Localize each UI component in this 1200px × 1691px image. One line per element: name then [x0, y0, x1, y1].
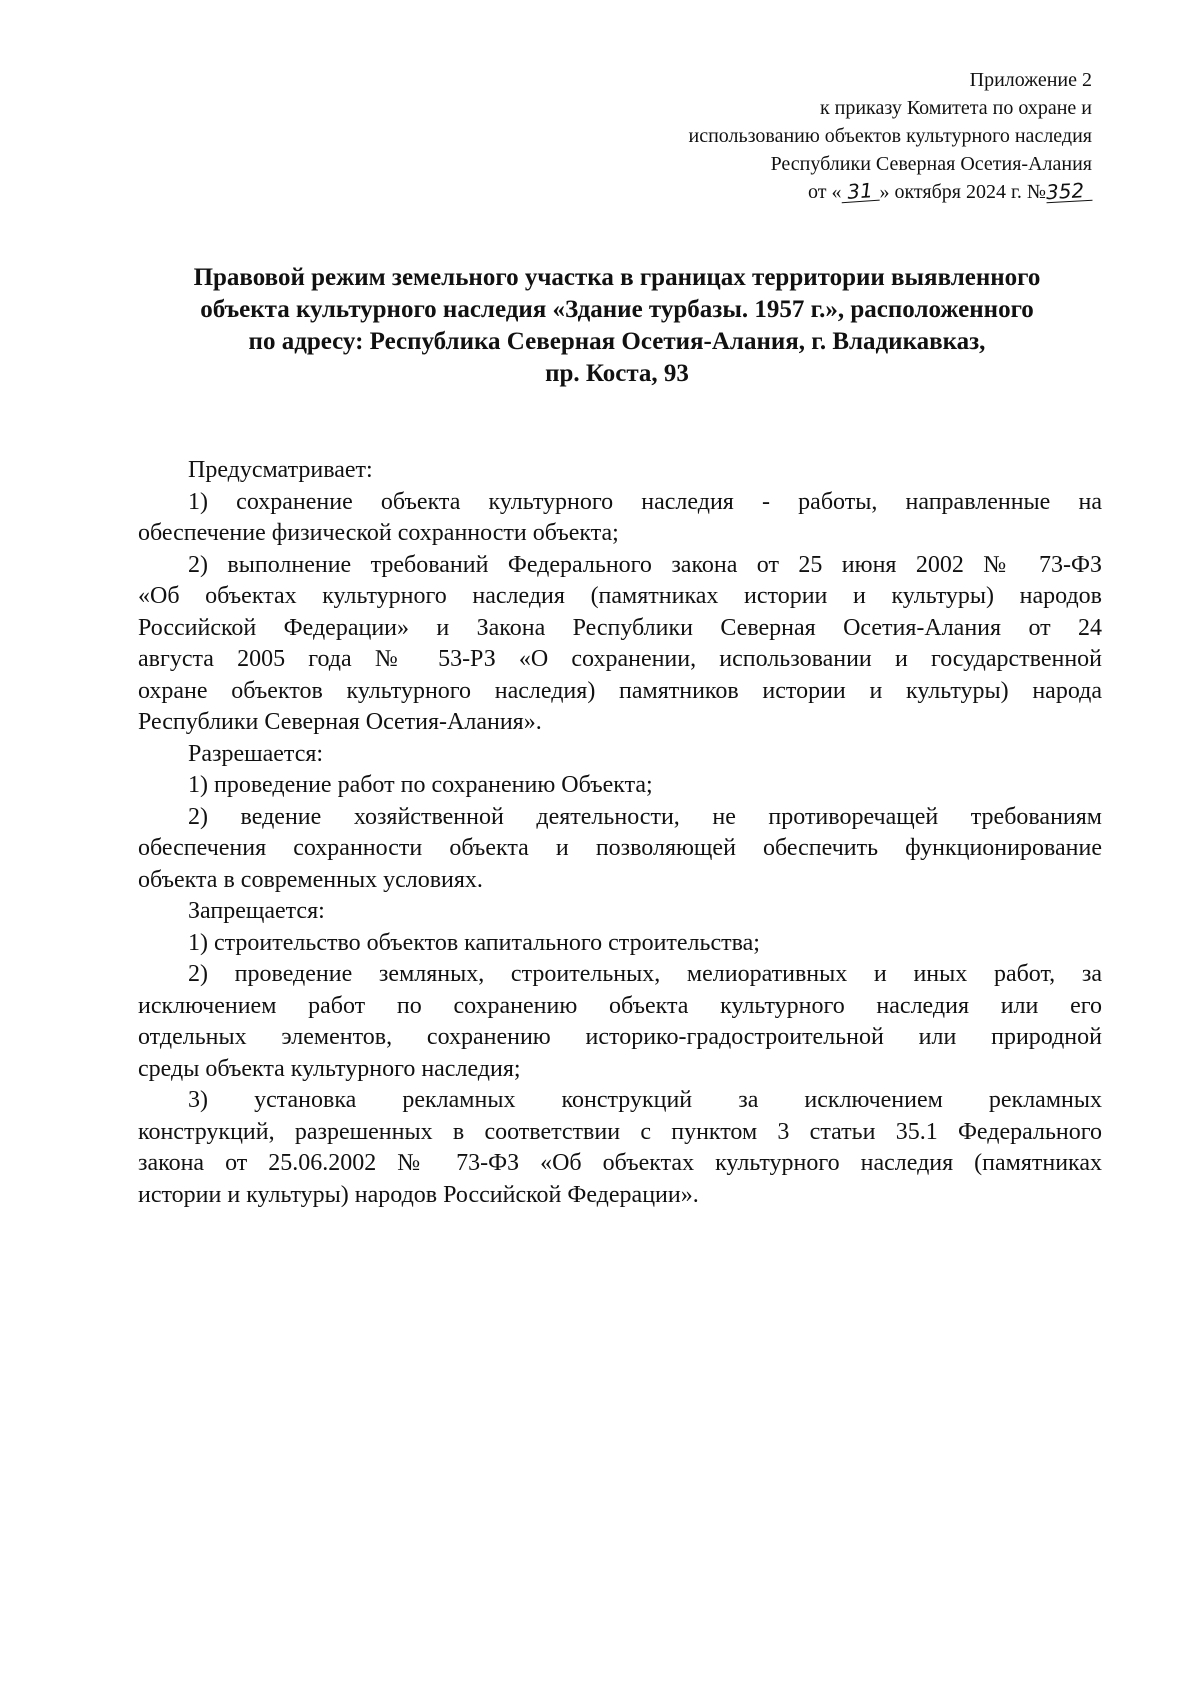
title-line: пр. Коста, 93 — [545, 360, 689, 387]
forbidden-item-3-line: 3) установка рекламных конструкций за исключением рекламных — [188, 1087, 1102, 1113]
provides-item-1-line: 1) сохранение объекта культурного наследия - работы, направленные на — [188, 488, 1102, 515]
document-body — [138, 455, 1102, 1211]
date-mid: » октября 2024 г. № — [879, 181, 1046, 203]
provides-item-2-line: «Об объектах культурного наследия (памятниках истории и культуры) народов — [138, 583, 1102, 609]
forbidden-item-1: 1) строительство объектов капитального строительства; — [188, 929, 760, 956]
title-line: по адресу: Республика Северная Осетия-Алания, г. Владикавказ, — [248, 328, 986, 355]
provides-item-2-line: Республики Северная Осетия-Алания». — [138, 709, 542, 735]
order-number-handwritten: 352 — [1045, 180, 1092, 203]
date-prefix: от « — [807, 181, 842, 203]
provides-item-2-line: августа 2005 года № 53-РЗ «О сохранении, использовании и государственной — [138, 646, 1102, 672]
allowed-item-2-line: обеспечения сохранности объекта и позволяющей обеспечить функционирование — [138, 835, 1102, 861]
forbidden-item-2-line: среды объекта культурного наследия; — [138, 1055, 521, 1082]
allowed-heading: Разрешается: — [188, 740, 324, 767]
forbidden-item-2-line: отдельных элементов, сохранению историко-градостроительной или природной — [138, 1024, 1102, 1050]
appendix-republic: Республики Северная Осетия-Алания — [770, 153, 1092, 175]
forbidden-item-2-line: исключением работ по сохранению объекта культурного наследия или его — [138, 992, 1102, 1019]
date-day-handwritten: 31 — [841, 180, 880, 204]
allowed-item-2-line: 2) ведение хозяйственной деятельности, не противоречащей требованиям — [188, 803, 1102, 830]
document-title — [130, 262, 1104, 390]
allowed-item-2-line: объекта в современных условиях. — [138, 866, 483, 893]
provides-item-2-line: 2) выполнение требований Федерального закона от 25 июня 2002 № 73-ФЗ — [188, 551, 1102, 578]
forbidden-item-3-line: конструкций, разрешенных в соответствии с пунктом 3 статьи 35.1 Федерального — [138, 1118, 1102, 1145]
allowed-item-1: 1) проведение работ по сохранению Объекта; — [188, 772, 653, 798]
provides-item-2-line: Российской Федерации» и Закона Республики Северная Осетия-Алания от 24 — [138, 614, 1102, 641]
forbidden-item-3-line: закона от 25.06.2002 № 73-ФЗ «Об объектах культурного наследия (памятниках — [138, 1150, 1102, 1176]
appendix-header — [452, 66, 1092, 206]
forbidden-item-3-line: истории и культуры) народов Российской Федерации». — [138, 1181, 699, 1208]
provides-heading: Предусматривает: — [188, 457, 373, 483]
appendix-number: Приложение 2 — [969, 69, 1092, 91]
title-line: объекта культурного наследия «Здание турбазы. 1957 г.», расположенного — [200, 296, 1034, 323]
appendix-committee: использованию объектов культурного наследия — [688, 125, 1092, 147]
provides-item-2-line: охране объектов культурного наследия) памятников истории и культуры) народа — [138, 677, 1102, 704]
appendix-order-ref: к приказу Комитета по охране и — [819, 97, 1092, 119]
forbidden-item-2-line: 2) проведение земляных, строительных, мелиоративных и иных работ, за — [188, 961, 1102, 987]
provides-item-1-line: обеспечение физической сохранности объекта; — [138, 520, 619, 546]
appendix-date-line — [452, 178, 1092, 206]
forbidden-heading: Запрещается: — [188, 898, 325, 924]
title-line: Правовой режим земельного участка в границах территории выявленного — [193, 264, 1041, 291]
